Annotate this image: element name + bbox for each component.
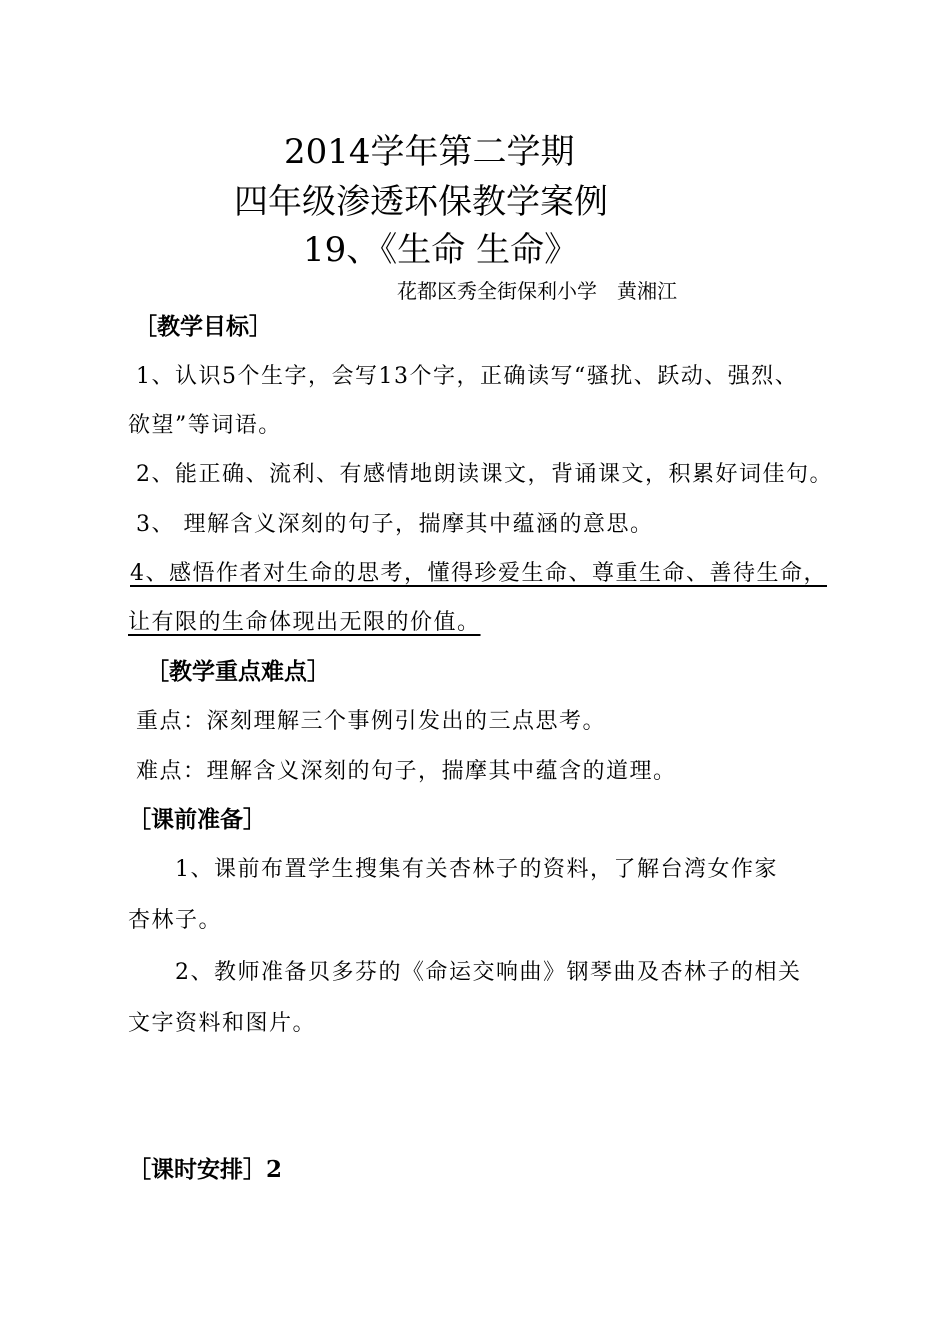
objective-1-line-1: 1、认识5个生字，会写13个字，正确读写“骚扰、跃动、强烈、 bbox=[136, 364, 799, 389]
key-points-heading: ［教学重点难点］ bbox=[146, 658, 330, 685]
schedule-heading: ［课时安排］2 bbox=[128, 1156, 283, 1183]
objective-4-line-1: 4、感悟作者对生命的思考，懂得珍爱生命、尊重生命、善待生命， bbox=[130, 561, 827, 586]
title-semester: 2014学年第二学期 bbox=[284, 132, 575, 172]
key-point: 重点：深刻理解三个事例引发出的三点思考。 bbox=[136, 709, 607, 734]
preparation-2-line-1: 2、教师准备贝多芬的《命运交响曲》钢琴曲及杏林子的相关 bbox=[175, 960, 802, 985]
author-line: 花都区秀全街保利小学 黄湘江 bbox=[397, 279, 677, 303]
preparation-1-line-1: 1、课前布置学生搜集有关杏林子的资料，了解台湾女作家 bbox=[175, 857, 778, 882]
title-lesson: 19、《生命 生命》 bbox=[303, 230, 579, 270]
objectives-heading: ［教学目标］ bbox=[134, 313, 272, 340]
preparation-heading: ［课前准备］ bbox=[128, 806, 266, 833]
objective-1-line-2: 欲望”等词语。 bbox=[128, 413, 282, 438]
objective-4-line-2: 让有限的生命体现出无限的价值。 bbox=[128, 610, 481, 635]
objective-2: 2、能正确、流利、有感情地朗读课文，背诵课文，积累好词佳句。 bbox=[136, 462, 833, 487]
preparation-1-line-2: 杏林子。 bbox=[128, 908, 223, 933]
difficulty-point: 难点：理解含义深刻的句子，揣摩其中蕴含的道理。 bbox=[136, 759, 677, 784]
title-case-study: 四年级渗透环保教学案例 bbox=[234, 182, 608, 222]
preparation-2-line-2: 文字资料和图片。 bbox=[128, 1011, 317, 1036]
objective-3: 3、 理解含义深刻的句子，揣摩其中蕴涵的意思。 bbox=[136, 512, 654, 537]
